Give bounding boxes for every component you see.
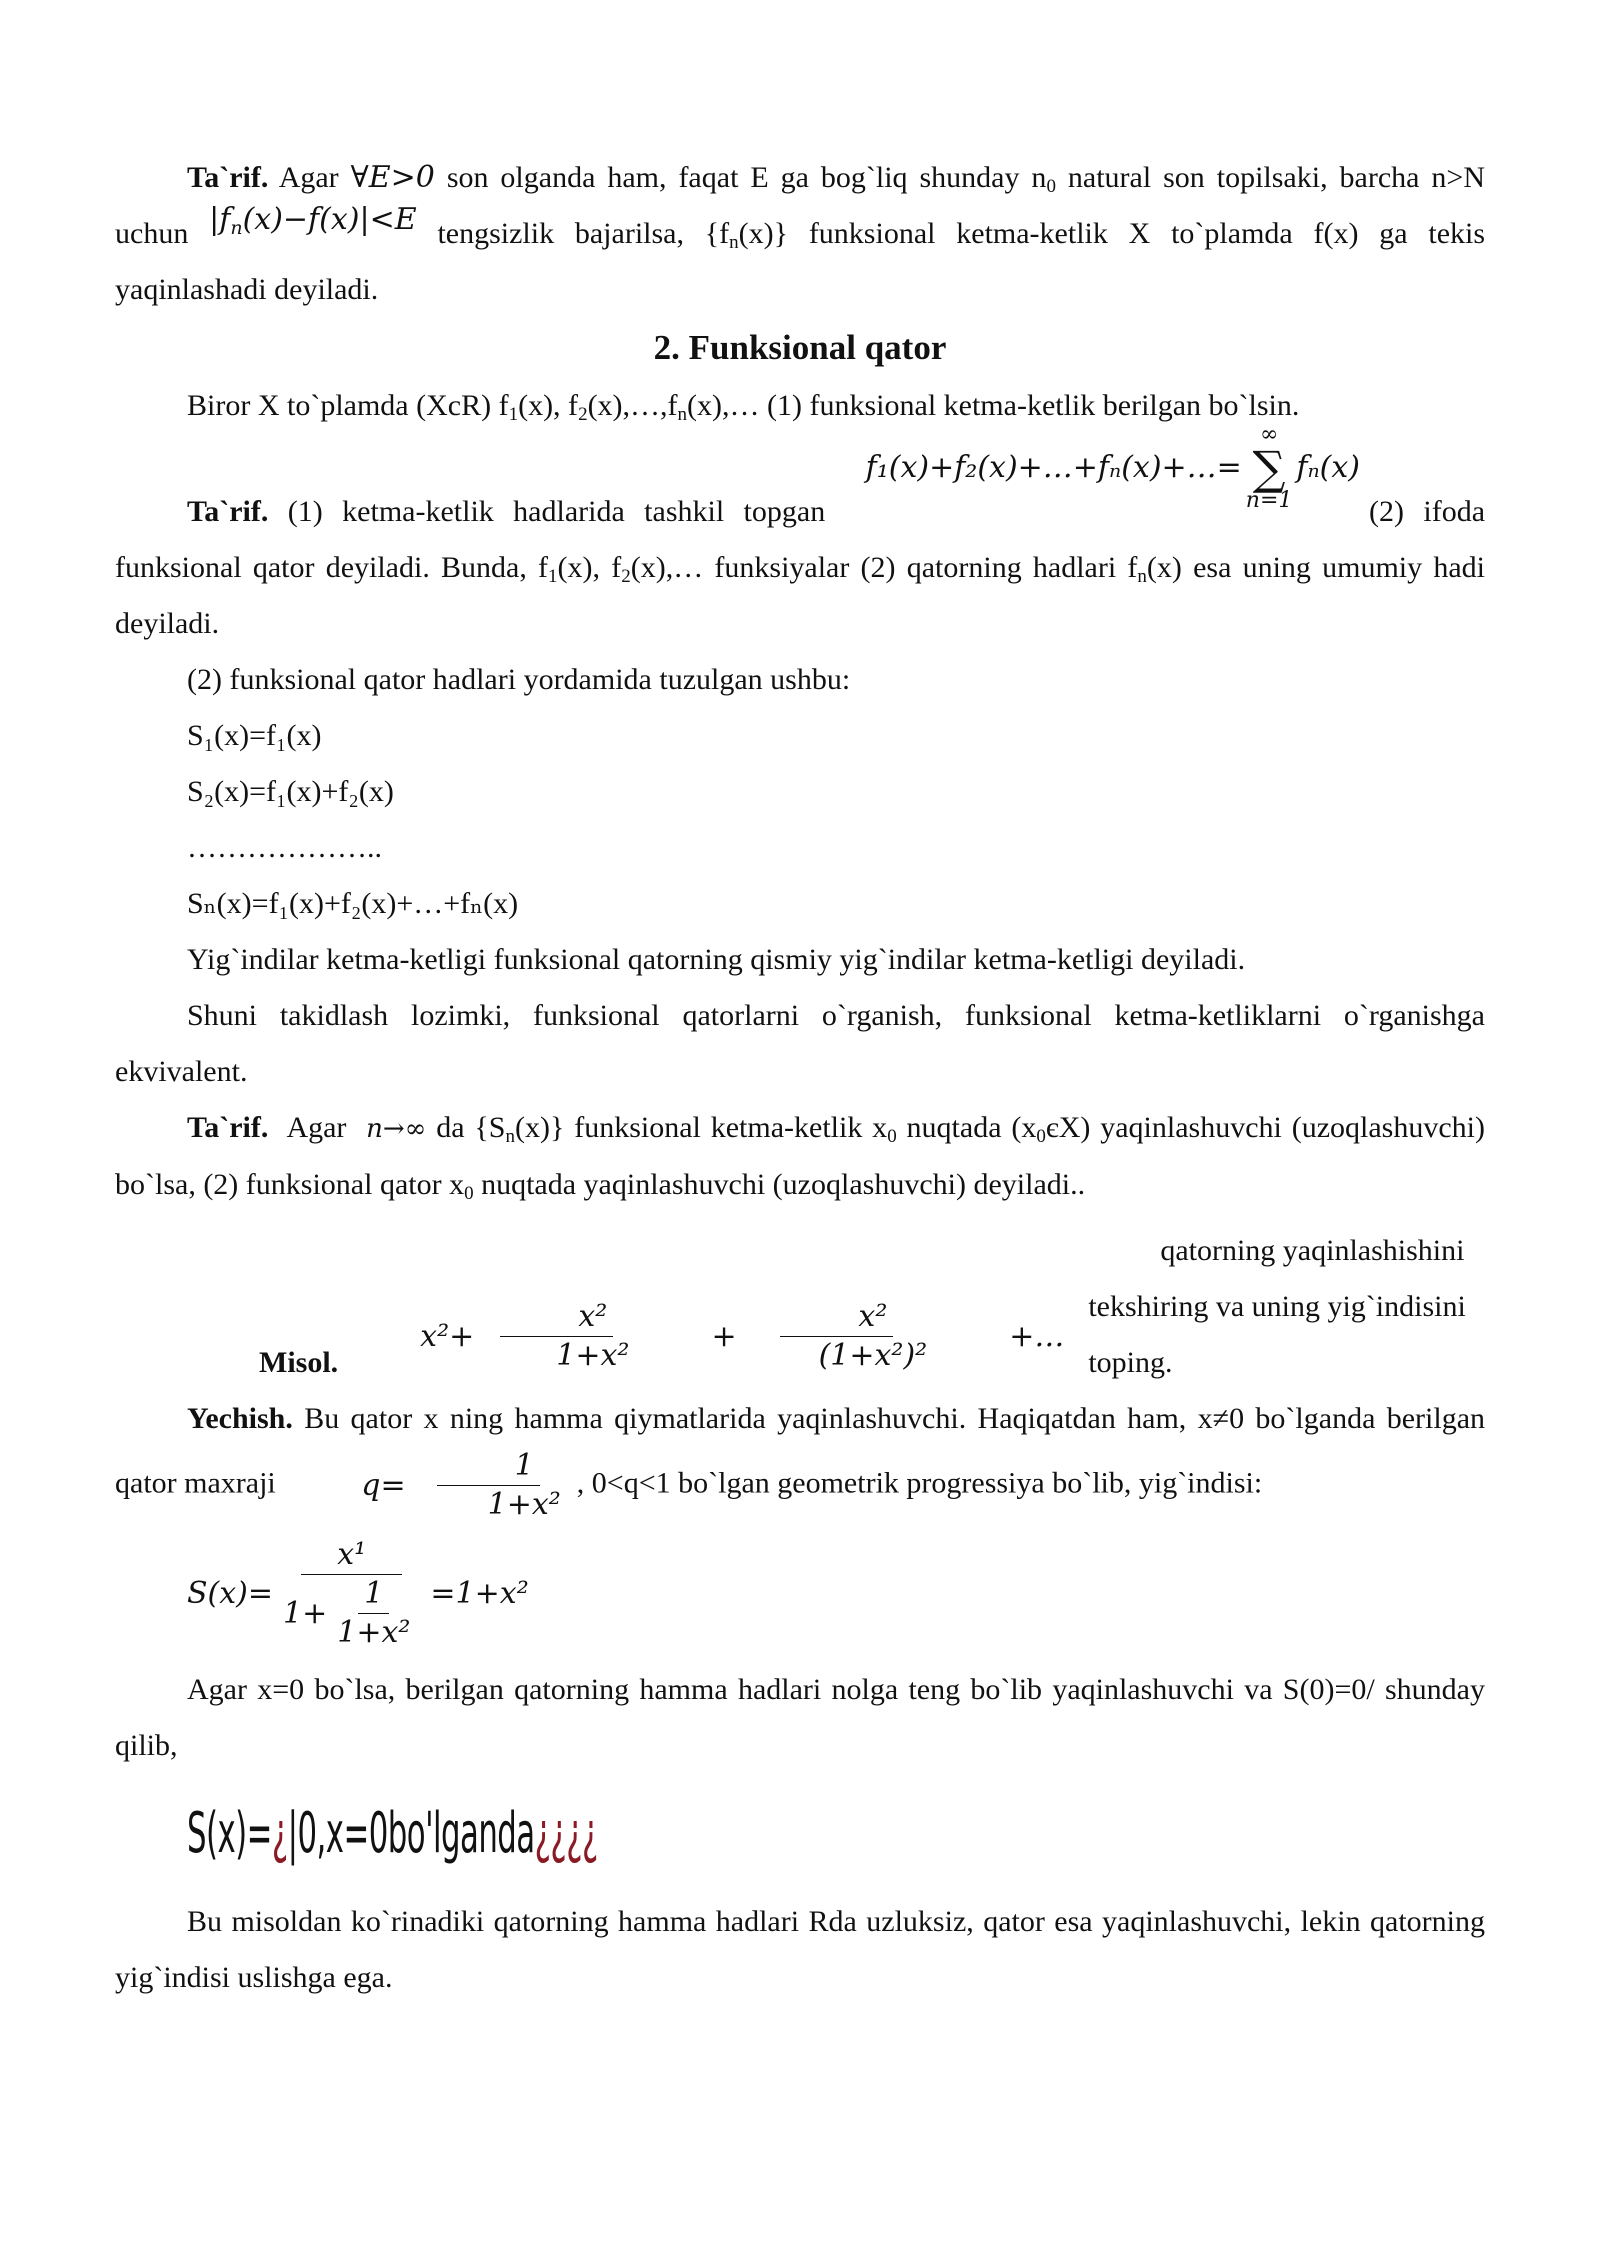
subscript: n	[729, 232, 739, 253]
formula-limit: n→∞	[366, 1114, 427, 1144]
definition-paragraph-2: Ta`rif. (1) ketma-ketlik hadlarida tashkil topgan (2) ifoda funksional qator deyiladi. Bunda, $f_1(x)$, $f_2(x),\dots$ funksiyalar (2) qatorning hadlari $f_n(x)$ esa uning umumiy hadi deyiladi.	[115, 495, 1486, 640]
sum-symbol: ∞ ∑ n=1	[1245, 422, 1293, 513]
text: son olganda ham, faqat E ga bog`liq shunday n	[446, 161, 1047, 194]
paragraph-zero-case: Agar x=0 bo`lsa, berilgan qatorning hamma hadlari nolga teng bo`lib yaqinlashuvchi va S(0)=0/ shunday qilib,	[115, 1673, 1485, 1762]
formula-forall: ∀E>0	[350, 160, 435, 195]
paragraph-partial-sums-intro: (2) funksional qator hadlari yordamida tuzulgan ushbu:	[187, 663, 851, 696]
text: Agar	[278, 161, 339, 194]
paragraph-equivalence: Shuni takidlash lozimki, funksional qatorlarni o`rganish, funksional ketma-ketliklarni o`rganishga ekvivalent.	[115, 999, 1485, 1088]
dots-line: ………………..	[187, 831, 382, 864]
text: natural son topilsaki, barcha n>N uchun	[115, 161, 1485, 250]
ratio-formula: q= $\frac{1}{\text{1+x²}}$	[361, 1448, 561, 1522]
text: (x)} funksional ketma-ketlik X to`plamda f(x) ga tekis yaqinlashadi deyiladi.	[115, 217, 1486, 306]
formula-inequality: $|f_n(x)-f(x)|<E$	[209, 202, 417, 239]
solution-label: Yechish.	[187, 1402, 293, 1435]
broken-piecewise-formula: S(x)=¿|0,x=0bo'lganda¿¿¿¿	[187, 1801, 598, 1866]
example-series-formula: x²+ $\frac{\text{x²}}{\text{1+x²}}$ + $\frac{\text{x²}}{\text{(1+x²)²}}$ +…	[420, 1299, 1065, 1373]
solution-paragraph: Yechish. Bu qator x ning hamma qiymatlarida yaqinlashuvchi. Haqiqatdan ham, x≠0 bo`lganda berilgan qator maxraji q= $\frac{1}{\text{1+x²}}$ , 0<q<1 bo`lgan geometrik progressiya bo`lib, yig`indisi:	[115, 1402, 1486, 1522]
document-page	[115, 150, 1485, 2006]
definition-label: Ta`rif.	[187, 161, 269, 194]
definition-label: Ta`rif.	[187, 1111, 269, 1144]
example-text: qatorning yaqinlashishini tekshiring va uning yig`indisini toping.	[1088, 1234, 1466, 1379]
example-row	[115, 1223, 1485, 1391]
section-heading: 2. Funksional qator	[653, 328, 947, 367]
text: tengsizlik bajarilsa, {f	[437, 217, 730, 250]
paragraph-conclusion: Bu misoldan ko`rinadiki qatorning hamma hadlari Rda uzluksiz, qator esa yaqinlashuvchi, lekin qatorning yig`indisi uslishga ega.	[115, 1905, 1485, 1994]
series-formula: f₁(x)+f₂(x)+…+fₙ(x)+…= ∞ ∑ n=1 fₙ(x)	[865, 422, 1360, 513]
partial-sum-1: S₁(x)=f₁(x)	[187, 719, 322, 752]
example-label: Misol.	[259, 1346, 339, 1379]
sum-formula: S(x)= x¹ 1+ $\frac{1}{\text{1+x²}}$ =1+x²	[187, 1537, 529, 1650]
subscript: 0	[1046, 176, 1056, 197]
partial-sum-n: Sₙ(x)=f₁(x)+f₂(x)+…+fₙ(x)	[187, 887, 519, 920]
definition-paragraph-3: Ta`rif. Agar n→∞ da $\{S_n(x)\}$ funksional ketma-ketlik $x_0$ nuqtada $(x_0єX)$ yaqinlashuvchi (uzoqlashuvchi) bo`lsa, (2) funksional qator $x_0$ nuqtada yaqinlashuvchi (uzoqlashuvchi) deyiladi..	[115, 1111, 1485, 1204]
partial-sum-2: S₂(x)=f₁(x)+f₂(x)	[187, 775, 394, 808]
paragraph-sequence: Biror X to`plamda (XcR) $f_1(x)$, $f_2(x),\dots,f_n(x),\dots$ (1) funksional ketma-ketlik berilgan bo`lsin.	[187, 389, 1300, 425]
definition-paragraph-1	[115, 150, 1485, 318]
definition-label: Ta`rif.	[187, 495, 269, 528]
paragraph-partial-sums: Yig`indilar ketma-ketligi funksional qatorning qismiy yig`indilar ketma-ketligi deyiladi.	[187, 943, 1246, 976]
